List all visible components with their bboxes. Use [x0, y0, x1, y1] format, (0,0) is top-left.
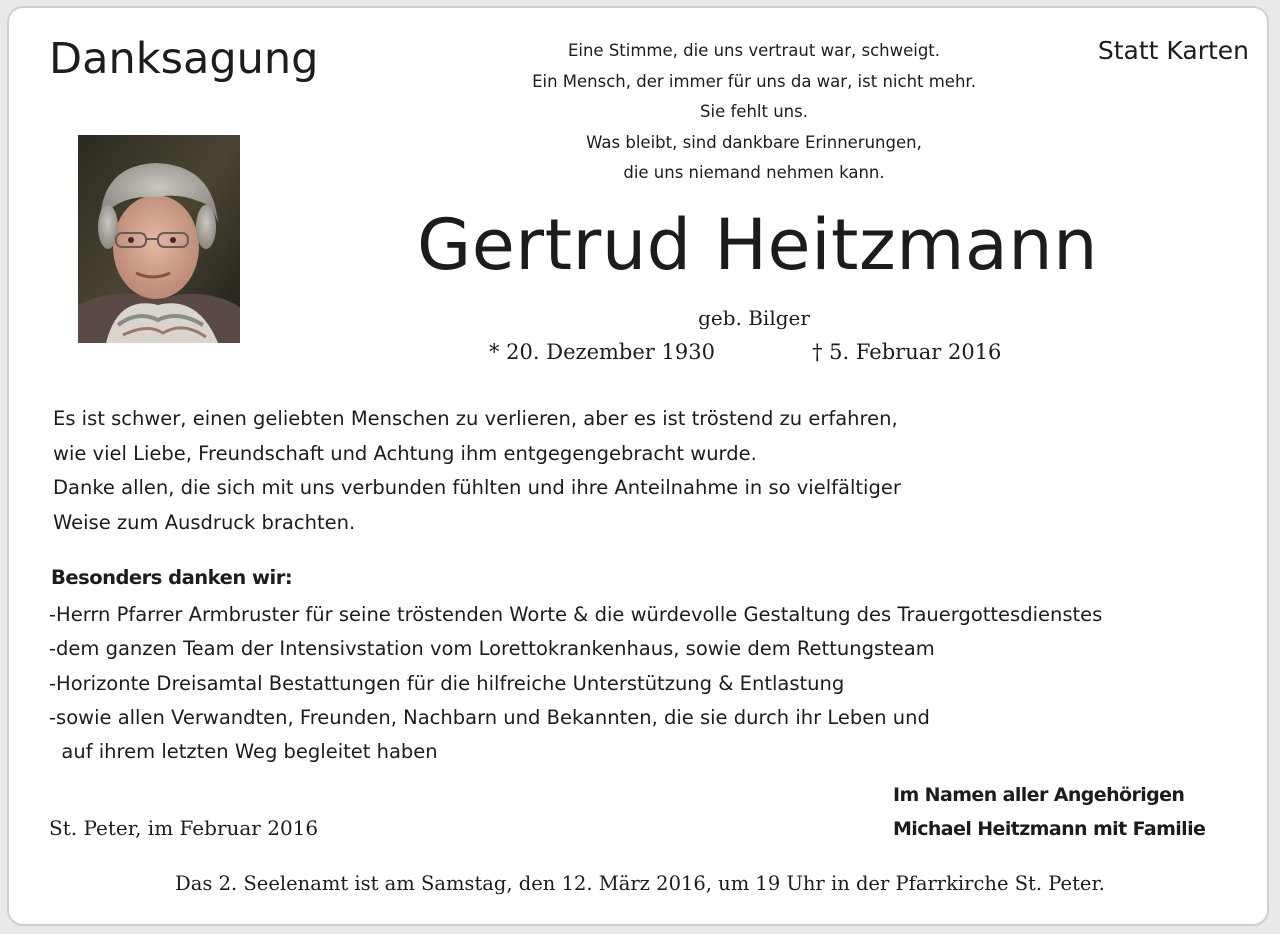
message-line: wie viel Liebe, Freundschaft und Achtung ihm entgegengebracht wurde.	[53, 441, 757, 465]
signoff-line: Michael Heitzmann mit Familie	[893, 818, 1206, 840]
birth-date: * 20. Dezember 1930	[489, 340, 715, 364]
message-line: Weise zum Ausdruck brachten.	[53, 510, 356, 534]
poem-line: Sie fehlt uns.	[700, 102, 808, 121]
signoff-line: Im Namen aller Angehörigen	[893, 784, 1185, 806]
footer-notice: Das 2. Seelenamt ist am Samstag, den 12. März 2016, um 19 Uhr in der Pfarrkirche St. Peter.	[175, 872, 1105, 895]
heading-title: Danksagung	[49, 34, 319, 84]
statt-karten-label: Statt Karten	[1097, 36, 1249, 65]
deceased-name: Gertrud Heitzmann	[417, 204, 1099, 286]
poem	[449, 36, 1059, 189]
poem-line: die uns niemand nehmen kann.	[623, 163, 885, 182]
poem-line: Ein Mensch, der immer für uns da war, ist nicht mehr.	[532, 71, 976, 91]
thanks-list	[49, 598, 1102, 769]
message-line: Es ist schwer, einen geliebten Menschen zu verlieren, aber es ist tröstend zu erfahren,	[53, 407, 898, 430]
thanks-item: auf ihrem letzten Weg begleitet haben	[49, 740, 438, 764]
poem-line: Was bleibt, sind dankbare Erinnerungen,	[586, 132, 922, 152]
thanks-item: -Horizonte Dreisamtal Bestattungen für die hilfreiche Unterstützung & Entlastung	[49, 671, 845, 695]
obituary-card	[7, 6, 1269, 926]
thanks-item: -Herrn Pfarrer Armbruster für seine tröstenden Worte & die würdevolle Gestaltung des Trauergottesdienstes	[49, 603, 1103, 626]
birth-name: geb. Bilger	[698, 306, 810, 330]
message-paragraph	[53, 402, 901, 540]
thanks-heading: Besonders danken wir:	[51, 566, 293, 589]
portrait-illustration	[78, 135, 240, 343]
poem-line: Eine Stimme, die uns vertraut war, schweigt.	[567, 41, 941, 60]
signoff	[893, 778, 1205, 846]
death-date: † 5. Februar 2016	[812, 340, 1002, 364]
thanks-item: -sowie allen Verwandten, Freunden, Nachbarn und Bekannten, die sie durch ihr Leben und	[49, 705, 930, 729]
message-line: Danke allen, die sich mit uns verbunden fühlten und ihre Anteilnahme in so vielfältiger	[53, 476, 901, 499]
place-date: St. Peter, im Februar 2016	[49, 816, 319, 840]
portrait-photo	[78, 135, 240, 343]
thanks-item: -dem ganzen Team der Intensivstation vom Lorettokrankenhaus, sowie dem Rettungsteam	[49, 637, 935, 661]
